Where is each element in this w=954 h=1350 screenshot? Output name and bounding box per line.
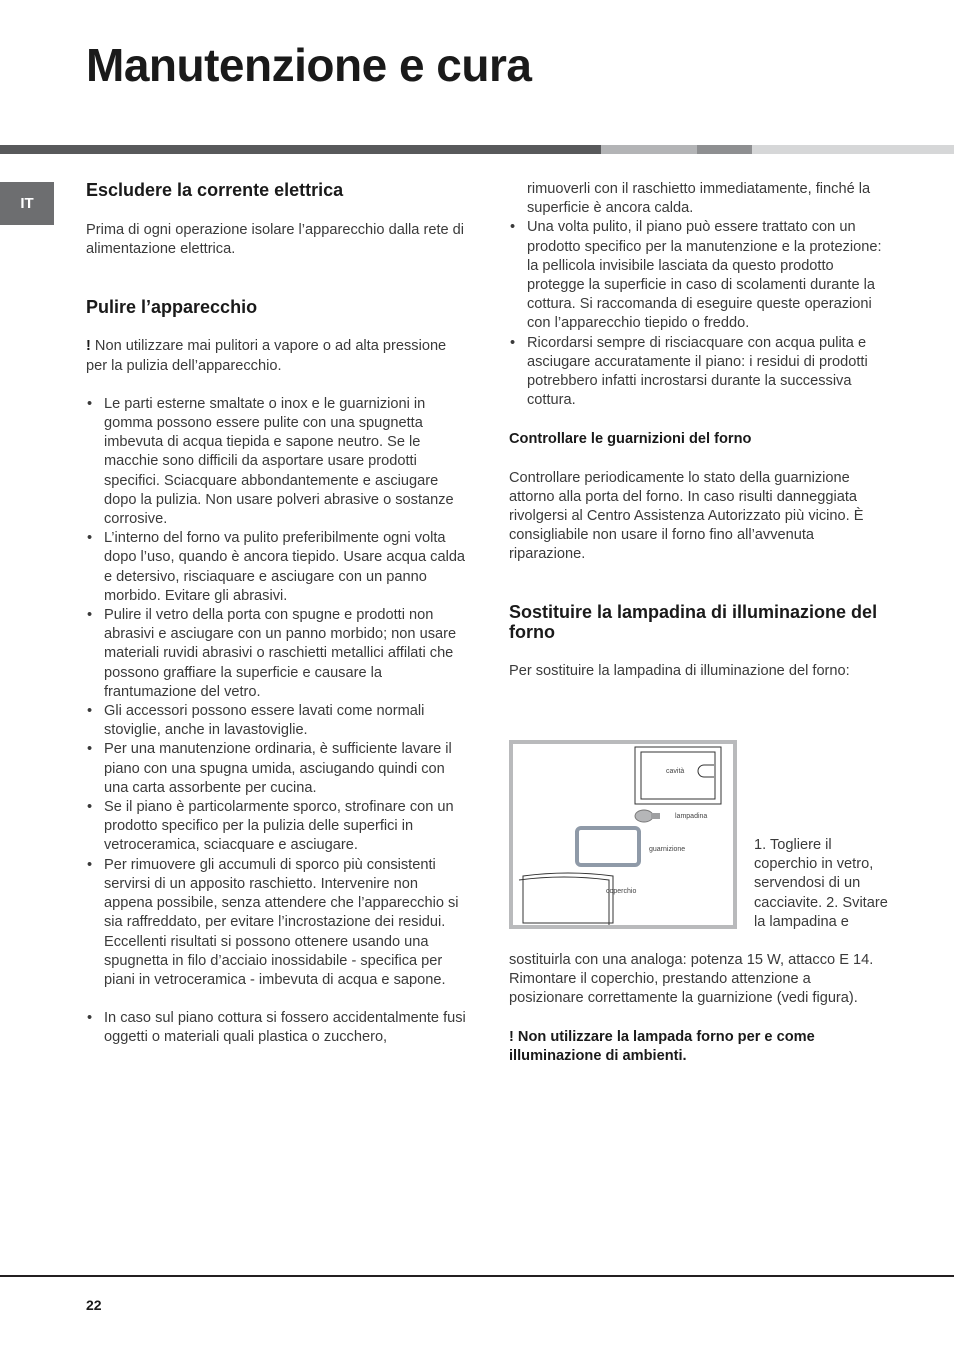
label-cavity: cavità [666, 768, 685, 775]
glass-cover-shape [523, 873, 613, 923]
reassemble-text-end: ). [848, 990, 858, 1007]
lamp-steps-continued [509, 951, 884, 1066]
list-item: • In caso sul piano cottura si fossero accidentalmente fusi oggetti o materiali quali plastica o zucchero, [86, 1009, 466, 1047]
list-item-continuation: rimuoverli con il raschietto immediatamente, finché la superficie è ancora calda. [527, 181, 871, 217]
bulb-icon [635, 810, 653, 822]
list-item: • Per rimuovere gli accumuli di sporco più consistenti servirsi di un apposito raschietto. Intervenire non appena possibile, senza attendere che l’apparecchio si sia raffreddato, per evitare l’incrostazione dei residui. Eccellenti risultati si possono ottenere usando una spugnetta in filo d’acciaio inossidabile - specifica per piani in vetroceramica - imbevuta di acqua e sapone. [86, 856, 466, 990]
power-paragraph: Prima di ogni operazione isolare l’apparecchio dalla rete di alimentazione elettrica. [86, 222, 465, 258]
warning-mark: ! [86, 338, 91, 355]
cleaning-warning [86, 337, 466, 375]
list-item: • Per una manutenzione ordinaria, è sufficiente lavare il piano con una spugna umida, asciugando quindi con una carta assorbente per cucina. [86, 740, 466, 798]
gasket-paragraph: Controllare periodicamente lo stato della guarnizione attorno alla porta del forno. In caso risulti danneggiata rivolgersi al Centro Assistenza Autorizzato più vicino. È consigliabile non usare il forno fino all’avvenuta riparazione. [509, 469, 864, 563]
section-heading-power: Escludere la corrente elettrica [86, 180, 344, 200]
list-item: • Pulire il vetro della porta con spugne e prodotti non abrasivi e asciugare con un panno morbido; non usare materiali ruvidi abrasivi o raschietti metallici affilati che possono graffiare la superficie e causare la frantumazione del vetro. [86, 606, 466, 702]
page-number: 22 [86, 1297, 102, 1313]
right-column [509, 180, 884, 681]
header-bar-segment [601, 145, 697, 154]
header-bar-segment [0, 145, 601, 154]
reassemble-text: Rimontare il coperchio, prestando attenzione a posizionare correttamente la guarnizione ( [509, 971, 811, 1007]
label-cover: coperchio [606, 888, 637, 895]
list-item: • L’interno del forno va pulito preferibilmente ogni volta dopo l’uso, quando è ancora tiepido. Usare acqua calda e detersivo, risciaquare e asciugare con un panno morbido. Evitare gli abrasivi. [86, 529, 466, 606]
gasket-shape [577, 828, 639, 865]
cleaning-list-continued [86, 1009, 466, 1047]
header-bar-segment [697, 145, 752, 154]
section-heading-cleaning: Pulire l’apparecchio [86, 297, 258, 318]
section-heading-lamp: Sostituire la lampadina di illuminazione del forno [509, 601, 878, 642]
page-title: Manutenzione e cura [86, 39, 532, 91]
oven-cavity-outline [635, 747, 721, 804]
warning-text: Non utilizzare mai pulitori a vapore o ad alta pressione per la pulizia dell’apparecchio. [86, 338, 447, 374]
bulb-base-icon [651, 813, 660, 819]
footer-rule [0, 1275, 954, 1277]
list-item: • Una volta pulito, il piano può essere trattato con un prodotto specifico per la manutenzione e la protezione: la pellicola invisibile lasciata da questo prodotto protegge la superficie in caso di scolamenti durante la cottura. Si raccomanda di eseguire queste operazioni con l’apparecchio tiepido o freddo. [509, 218, 884, 333]
left-column [86, 180, 466, 1048]
lamp-replace-text: sostituirla con una analoga: potenza 15 W, attacco E 14. [509, 952, 874, 968]
lamp-steps-text: 1. Togliere il coperchio in vetro, servendosi di un cacciavite. 2. Svitare la lampadina e [754, 837, 888, 930]
list-item: • Ricordarsi sempre di risciacquare con acqua pulita e asciugare accuratamente il piano: i residui di prodotti potrebbero infatti incrostarsi durante la successiva cottura. [509, 334, 884, 411]
lamp-reassemble-text [509, 970, 884, 1008]
lamp-warning: ! Non utilizzare la lampada forno per e come illuminazione di ambienti. [509, 1028, 815, 1064]
cleaning-list [86, 395, 466, 990]
list-item: • Le parti esterne smaltate o inox e le guarnizioni in gomma possono essere pulite con una spugnetta imbevuta di acqua tiepida e sapone neutro. Se le macchie sono difficili da asportare usare prodotti specifici. Sciacquare abbondantemente e asciugare dopo la pulizia. Non usare polveri abrasive o sostanze corrosive. [86, 395, 466, 529]
language-tab: IT [0, 182, 54, 225]
subheading-gasket: Controllare le guarnizioni del forno [509, 431, 752, 448]
oven-diagram [513, 744, 733, 925]
label-bulb: lampadina [675, 813, 708, 820]
list-continuation [509, 180, 884, 218]
label-gasket: guarnizione [649, 846, 686, 853]
list-item: • Se il piano è particolarmente sporco, strofinare con un prodotto specifico per la pulizia delle superfici in vetroceramica, sciacquare e asciugare. [86, 798, 466, 856]
see-figure-reference: vedi figura [781, 990, 849, 1007]
cleaning-list-right [509, 218, 884, 410]
lamp-replacement-figure [509, 740, 737, 929]
lamp-intro: Per sostituire la lampadina di illuminazione del forno: [509, 662, 850, 679]
list-item: • Gli accessori possono essere lavati come normali stoviglie, anche in lavastoviglie. [86, 702, 466, 740]
header-bar-segment [752, 145, 954, 154]
